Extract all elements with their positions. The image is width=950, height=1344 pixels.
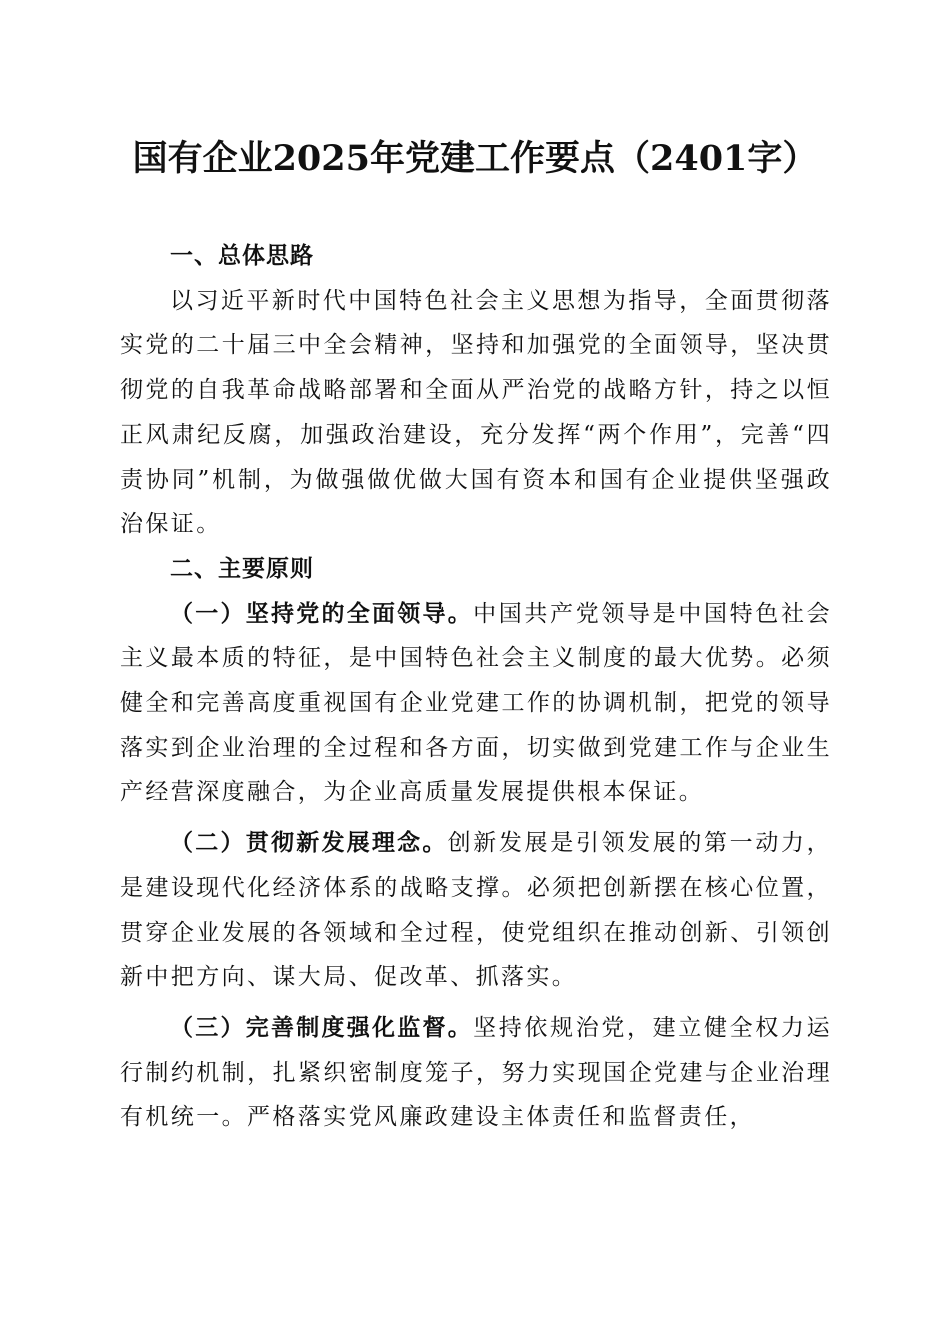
- section-heading-overall-approach: 一、总体思路: [170, 243, 314, 269]
- paragraph-overall-approach: 以习近平新时代中国特色社会主义思想为指导，全面贯彻落实党的二十届三中全会精神，坚持和加强党的全面领导，坚决贯彻党的自我革命战略部署和全面从严治党的战略方针，持之以恒正风肃纪反腐，加强政治建设，充分发挥“两个作用”，完善“四责协同”机制，为做强做优做大国有资本和国有企业提供坚强政治保证。: [120, 287, 832, 538]
- principle-item-1: [120, 592, 832, 816]
- document-title: 国有企业2025年党建工作要点（2401字）: [132, 138, 818, 179]
- principle-item-3: [120, 1006, 832, 1140]
- section-heading-main-principles: 二、主要原则: [170, 555, 314, 582]
- document-body: [120, 234, 832, 1140]
- principle-item-3-lead: （三）完善制度强化监督。: [170, 1014, 474, 1041]
- principle-item-1-lead: （一）坚持党的全面领导。: [170, 600, 474, 627]
- principle-item-2-text: 创新发展是引领发展的第一动力，是建设现代化经济体系的战略支撑。必须把创新摆在核心位置，贯穿企业发展的各领域和全过程，使党组织在推动创新、引领创新中把方向、谋大局、促改革、抓落实。: [120, 830, 833, 991]
- principle-item-2-lead: （二）贯彻新发展理念。: [170, 830, 448, 857]
- principle-item-3-text: 坚持依规治党，建立健全权力运行制约机制，扎紧织密制度笼子，努力实现国企党建与企业治理有机统一。严格落实党风廉政建设主体责任和监督责任，: [120, 1014, 833, 1131]
- principle-item-2: [120, 821, 832, 1000]
- principle-item-1-text: 中国共产党领导是中国特色社会主义最本质的特征，是中国特色社会主义制度的最大优势。必须健全和完善高度重视国有企业党建工作的协调机制，把党的领导落实到企业治理的全过程和各方面，切实做到党建工作与企业生产经营深度融合，为企业高质量发展提供根本保证。: [120, 600, 833, 806]
